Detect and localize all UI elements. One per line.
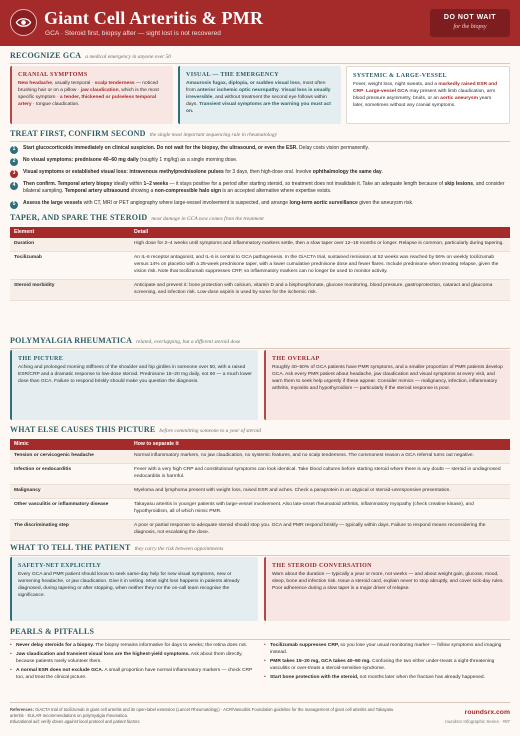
section-pearls-heading: PEARLS & PITFALLS (10, 627, 95, 636)
table-row (10, 463, 510, 484)
divider (10, 639, 510, 640)
card-text: Warn about the duration — typically a year or more, not weeks — and about weight gain, glucose, mood, sleep, bone and infection risk. Issue a steroid card, explain never to stop abruptly, and cover sick-day rules. Poor adherence during a slow taper is a major driver of relapse. (272, 572, 504, 592)
card-systemic-large-vessel (346, 66, 510, 124)
card-safety-net (10, 557, 258, 621)
list-item: • Never delay steroids for a biopsy. The biopsy remains informative for days to weeks; the retina does not. (10, 643, 256, 650)
table-row (10, 279, 510, 300)
table-row (10, 238, 510, 251)
step-item (10, 181, 510, 196)
table-header-row (10, 227, 510, 238)
row-key: Other vasculitis or inflammatory disease (10, 498, 130, 519)
row-key: Duration (10, 238, 130, 251)
row-value: Myeloma and lymphoma present with weight loss, raised ESR and aches. Check a paraprotein in an atypical or steroid-unresponsive presentation. (130, 484, 510, 498)
divider (10, 63, 510, 64)
row-key: Tension or cervicogenic headache (10, 450, 130, 463)
table-row (10, 251, 510, 279)
header-banner (0, 0, 520, 46)
step-number: 3 (10, 170, 18, 178)
card-text: Aching and prolonged morning stiffness of the shoulder and hip girdles in someone over 50, with a raised ESR/CRP and a dramatic response to low-dose steroid. Prednisone 15–20 mg daily, not 60 — a much lower dose than GCA. Failure to respond briskly should make you question the diagnosis. (18, 365, 252, 385)
row-value: An IL-6 receptor antagonist, and IL-6 is central to GCA pathogenesis. In the GiACTA trial, sustained remission at 52 weeks was reached by 56% on weekly tocilizumab versus 14% on placebo with a 26-week prednisone taper, with a lower cumulative prednisone dose and fewer flares. Include prednisone when treating relapse, given the vision risk. Note that tocilizumab suppresses CRP, so inflammatory markers can no longer be used to monitor activity. (130, 251, 510, 279)
page-title: Giant Cell Arteritis & PMR (44, 8, 264, 28)
section-tell-heading: WHAT TO TELL THE PATIENT they carry the risk between appointments (10, 543, 224, 552)
column-header: How to separate it (130, 439, 510, 450)
section-taper-heading: TAPER, AND SPARE THE STEROID most damage in GCA now comes from the treatment (10, 213, 264, 222)
section-treat-heading: TREAT FIRST, CONFIRM SECOND the single most important sequencing rule in rheumatology (10, 129, 277, 138)
taper-table (10, 227, 510, 301)
card-cranial-symptoms (10, 66, 173, 124)
card-text: Every GCA and PMR patient should know to seek same-day help for new visual symptoms, new or worsening headache, or jaw claudication. Give it in writing. Most sight loss happens in patients already diagnosed, during tapering or after stopping, when neither they nor the on-call team recognise the significance. (18, 572, 240, 599)
step-text: Start glucocorticoids immediately on clinical suspicion. Do not wait for the biopsy, the ultrasound, or even the ESR. Delay costs vision permanently. (23, 145, 369, 151)
card-visual-emergency (178, 66, 341, 124)
card-title: THE OVERLAP (272, 356, 320, 362)
mimics-table (10, 439, 510, 541)
row-key: The discriminating step (10, 519, 130, 540)
card-title: THE PICTURE (18, 356, 64, 362)
references: References: GiACTA trial of tocilizumab in giant cell arteritis and its open-label extension (Lancet Rheumatology) · ACR/Vasculitis Foundation guideline for the management of giant cell arteritis and Takayasu arteritis · EULAR recommendations on polymyalgia rheumatica. Educational aid; verify doses against local protocol and patient factors. (10, 707, 394, 725)
card-title: VISUAL — THE EMERGENCY (186, 72, 280, 78)
list-item: • PMR takes 15–20 mg, GCA takes 40–60 mg. Confusing the two either under-treats a sight-threatening vasculitis or over-treats a steroid-sensitive syndrome. (264, 659, 510, 673)
row-value: Anticipate and prevent it: bone protection with calcium, vitamin D and a bisphosphonate, glucose monitoring, blood pressure, gastroprotection, cataract and glaucoma screening, and infection risk. Low-dose aspirin is used by some for the ischemic risk. (130, 279, 510, 300)
urgent-badge (430, 9, 510, 37)
list-item: • Jaw claudication and transient visual loss are the highest-yield symptoms. Ask about them directly, because patients rarely volunteer them. (10, 652, 256, 666)
card-title: SYSTEMIC & LARGE-VESSEL (353, 73, 447, 79)
section-recognize-heading: RECOGNIZE GCA a medical emergency in anyone over 50 (10, 51, 171, 60)
list-item: • Tocilizumab suppresses CRP, so you lose your usual monitoring marker — follow symptoms and imaging instead. (264, 643, 510, 657)
step-item (10, 200, 510, 209)
step-item (10, 169, 510, 178)
card-text: New headache, usually temporal · scalp tenderness — noticed brushing hair or on a pillow · jaw claudication, which is the most specific symptom · a tender, thickened or pulseless temporal artery · tongue claudication. (18, 81, 159, 108)
table-row (10, 484, 510, 498)
urgent-badge-main: DO NOT WAIT (443, 14, 497, 21)
step-item (10, 145, 510, 154)
row-key: Steroid morbidity (10, 279, 130, 300)
step-number: 4 (10, 182, 18, 190)
section-pmr-heading: POLYMYALGIA RHEUMATICA related, overlapping, but a different steroid dose (10, 336, 241, 345)
row-key: Tocilizumab (10, 251, 130, 279)
table-header-row (10, 439, 510, 450)
divider (10, 702, 510, 703)
eye-icon (10, 9, 37, 36)
divider (10, 555, 510, 556)
section-mimics-heading: WHAT ELSE CAUSES THIS PICTURE before committing someone to a year of steroid (10, 425, 261, 434)
list-item: • Start bone protection with the steroid, not months later when the fracture has already happened. (264, 675, 510, 682)
step-text: Then confirm. Temporal artery biopsy ideally within 1–2 weeks — it stays positive for a period after starting steroid, so treatment does not invalidate it. Take an adequate length because of skip lesions, and consider bilateral sampling. Temporal artery ultrasound showing a non-compressible halo sign is an accepted alternative where expertise exists. (23, 181, 505, 195)
pearls-list-left (10, 643, 256, 684)
row-value: Fever with a very high CRP and constitutional symptoms can look identical. Take blood cultures before starting steroid where there is any doubt — steroid in undiagnosed endocarditis is harmful. (130, 463, 510, 484)
card-title: CRANIAL SYMPTOMS (18, 72, 88, 78)
card-title: THE STEROID CONVERSATION (272, 563, 372, 569)
step-item (10, 157, 510, 166)
row-value: Normal inflammatory markers, no jaw claudication, no systemic features, and no scalp tenderness. The commonest reason a GCA referral turns out negative. (130, 450, 510, 463)
page-subtitle: GCA · Steroid first, biopsy after — sight lost is not recovered (45, 30, 221, 37)
card-pmr-picture (10, 350, 258, 420)
divider (10, 141, 510, 142)
card-title: SAFETY-NET EXPLICITLY (18, 563, 102, 569)
step-text: Assess the large vessels with CT, MRI or PET angiography where large-vessel involvement is suspected, and arrange long-term aortic surveillance given the aneurysm risk. (23, 200, 414, 206)
urgent-badge-sub: for the biopsy (453, 24, 487, 31)
column-header: Element (10, 227, 130, 238)
row-key: Malignancy (10, 484, 130, 498)
row-value: Takayasu arteritis in younger patients with large-vessel involvement. Also late-onset rheumatoid arthritis, inflammatory myopathy (check creatine kinase), and hypothyroidism, all of which mimic PMR. (130, 498, 510, 519)
step-number: 5 (10, 201, 18, 209)
card-text: Roughly 40–50% of GCA patients have PMR symptoms, and a smaller proportion of PMR patients develop GCA. Ask every PMR patient about headache, jaw claudication and visual symptoms at every visit, and warn them to seek help urgently if these appear. Consider mimics — malignancy, infection, inflammatory arthritis, myositis and hypothyroidism — particularly if the steroid response is poor. (272, 365, 503, 392)
table-row (10, 519, 510, 540)
step-number: 1 (10, 146, 18, 154)
step-text: No visual symptoms: prednisone 40–60 mg daily (roughly 1 mg/kg) as a single morning dose. (23, 157, 238, 163)
divider (10, 348, 510, 349)
row-value: High dose for 2–4 weeks until symptoms and inflammatory markers settle, then a slow taper over 12–18 months or longer. Relapse is common, particularly during tapering. (130, 238, 510, 251)
column-header: Mimic (10, 439, 130, 450)
brand-link[interactable]: roundsrx.com (464, 709, 510, 716)
column-header: Detail (130, 227, 510, 238)
card-text: Amaurosis fugax, diplopia, or sudden visual loss, most often from anterior ischemic optic neuropathy. Visual loss is usually irreversible, and without treatment the second eye follows within days. Transient visual symptoms are the warning you must act on. (186, 81, 331, 115)
card-pmr-overlap (264, 350, 510, 420)
card-steroid-conversation (264, 557, 510, 621)
series-label: roundsrx Infographic Series · #97 (445, 719, 510, 724)
step-text: Visual symptoms or established visual loss: intravenous methylprednisolone pulses for 3 days, then high-dose oral. Involve ophthalmology the same day. (23, 169, 384, 175)
step-number: 2 (10, 158, 18, 166)
pearls-list-right (264, 643, 510, 684)
row-key: Infection or endocarditis (10, 463, 130, 484)
list-item: • A normal ESR does not exclude GCA. A small proportion have normal inflammatory markers — check CRP too, and treat the clinical picture. (10, 668, 256, 682)
card-text: Fever, weight loss, night sweats, and a markedly raised ESR and CRP. Large-vessel GCA may present with limb claudication, arm blood pressure asymmetry, bruits, or an aortic aneurysm years later, sometimes without any cranial symptoms. (353, 82, 498, 109)
row-value: A poor or partial response to adequate steroid should stop you. GCA and PMR respond briskly — typically within days. Failure to respond means reconsidering the diagnosis, not escalating the dose. (130, 519, 510, 540)
table-row (10, 498, 510, 519)
table-row (10, 450, 510, 463)
